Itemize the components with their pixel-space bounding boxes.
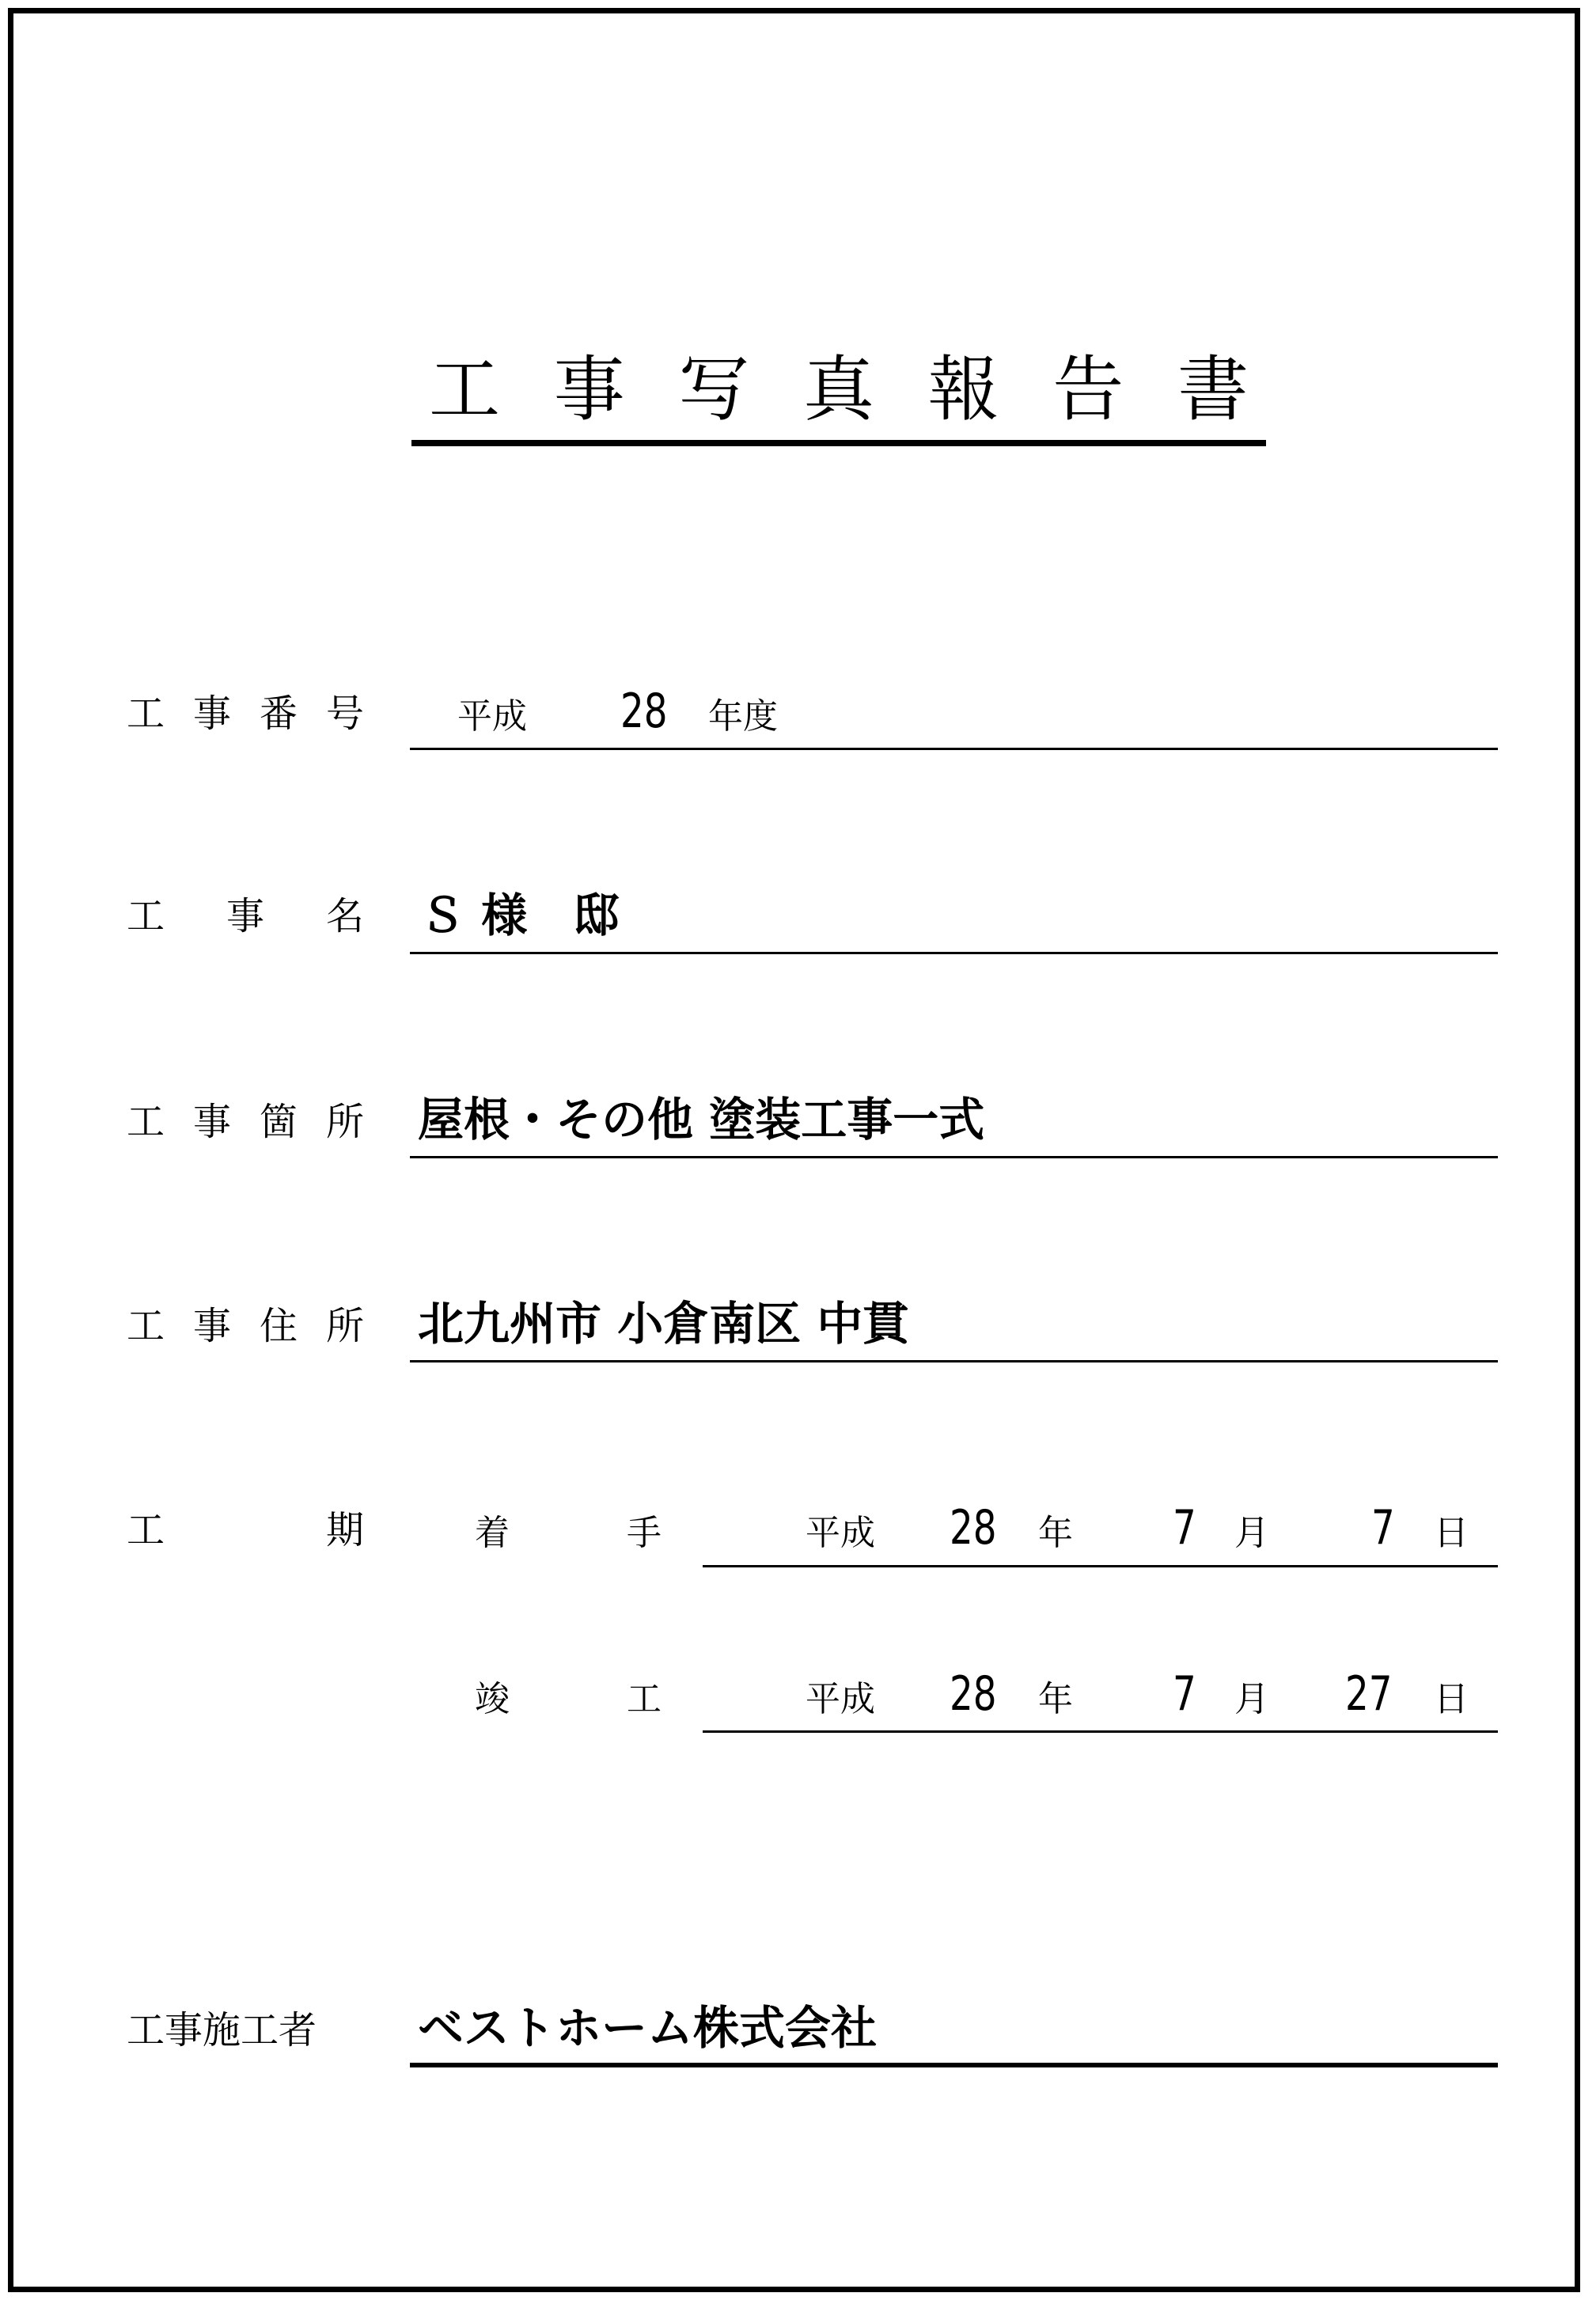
work-number-suffix: 年度 bbox=[708, 696, 778, 737]
start-label-2: 手 bbox=[627, 1513, 662, 1553]
label-work-period: 工 期 bbox=[127, 1508, 364, 1552]
end-date-rule bbox=[703, 1730, 1498, 1733]
work-place-value: 屋根・その他 塗装工事一式 bbox=[418, 1093, 985, 1146]
start-month-unit: 月 bbox=[1234, 1513, 1269, 1553]
title-char: 報 bbox=[927, 348, 999, 431]
work-number-era: 平成 bbox=[457, 696, 527, 737]
start-date-rule bbox=[703, 1565, 1498, 1567]
end-label-1: 竣 bbox=[475, 1679, 510, 1719]
start-year: 28 bbox=[950, 1500, 997, 1556]
contractor-value: ベストホーム株式会社 bbox=[418, 2001, 878, 2055]
title-text bbox=[411, 348, 1266, 431]
label-work-address: 工 事 住 所 bbox=[127, 1304, 364, 1348]
start-year-unit: 年 bbox=[1038, 1513, 1073, 1553]
end-day-unit: 日 bbox=[1434, 1679, 1469, 1719]
start-day-unit: 日 bbox=[1434, 1513, 1469, 1553]
end-month: 7 bbox=[1173, 1666, 1196, 1722]
end-month-unit: 月 bbox=[1234, 1679, 1269, 1719]
start-era: 平成 bbox=[806, 1513, 875, 1553]
work-address-rule bbox=[410, 1360, 1498, 1362]
end-label-2: 工 bbox=[627, 1679, 662, 1719]
title-char: 事 bbox=[553, 348, 625, 431]
title-char: 真 bbox=[802, 348, 874, 431]
title-char: 工 bbox=[429, 348, 500, 431]
title-underline bbox=[411, 440, 1266, 446]
document-title bbox=[411, 348, 1266, 431]
title-char: 告 bbox=[1052, 348, 1124, 431]
start-month: 7 bbox=[1173, 1500, 1196, 1556]
label-work-place: 工 事 箇 所 bbox=[127, 1100, 364, 1144]
work-place-rule bbox=[410, 1156, 1498, 1158]
label-work-name: 工 事 名 bbox=[127, 894, 364, 938]
work-address-value: 北九州市 小倉南区 中貫 bbox=[418, 1297, 909, 1351]
contractor-rule bbox=[410, 2063, 1498, 2067]
end-year: 28 bbox=[950, 1666, 997, 1722]
label-work-number: 工 事 番 号 bbox=[127, 692, 364, 736]
work-name-value: Ｓ 様 邸 bbox=[419, 889, 620, 942]
work-number-rule bbox=[410, 748, 1498, 750]
start-day: 7 bbox=[1371, 1500, 1395, 1556]
start-label-1: 着 bbox=[475, 1513, 510, 1553]
work-name-rule bbox=[410, 952, 1498, 954]
title-char: 写 bbox=[678, 348, 750, 431]
end-day: 27 bbox=[1345, 1666, 1393, 1722]
label-contractor: 工事施工者 bbox=[127, 2008, 317, 2052]
end-year-unit: 年 bbox=[1038, 1679, 1073, 1719]
title-char: 書 bbox=[1177, 348, 1249, 431]
work-number-year: 28 bbox=[620, 684, 668, 739]
end-era: 平成 bbox=[806, 1679, 875, 1719]
